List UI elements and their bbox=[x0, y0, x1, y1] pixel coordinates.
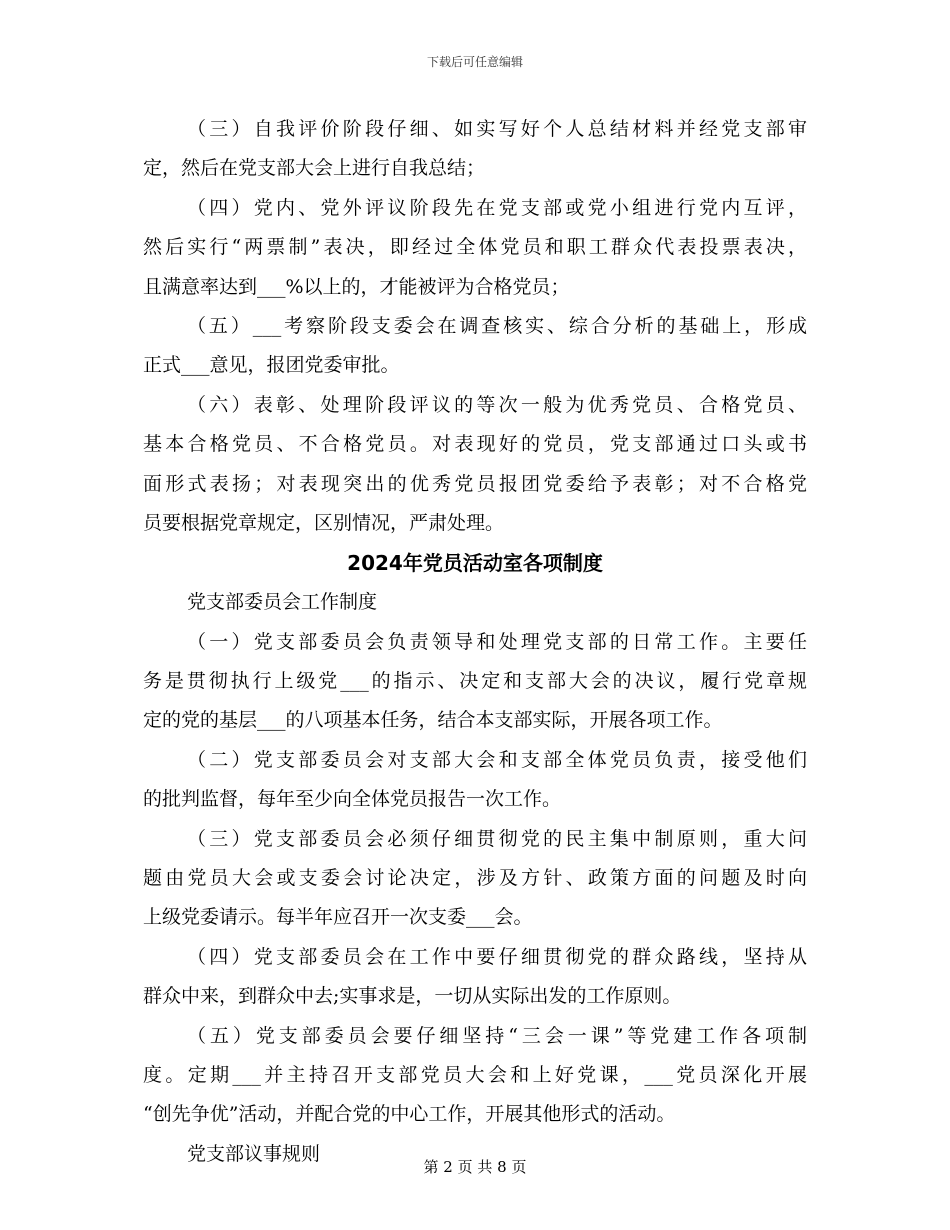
paragraph-line: 然后实行“两票制”表决，即经过全体党员和职工群众代表投票表决， bbox=[143, 236, 807, 259]
paragraph-line: （五）党支部委员会要仔细坚持“三会一课”等党建工作各项制 bbox=[187, 1024, 807, 1047]
paragraph-line: （四）党内、党外评议阶段先在党支部或党小组进行党内互评， bbox=[187, 196, 807, 219]
subsection-heading: 党支部议事规则 bbox=[187, 1142, 321, 1165]
page-number: 第 2 页 共 8 页 bbox=[423, 1158, 527, 1176]
paragraph-line: （一）党支部委员会负责领导和处理党支部的日常工作。主要任 bbox=[187, 630, 807, 653]
paragraph-line: 群众中来，到群众中去;实事求是，一切从实际出发的工作原则。 bbox=[143, 985, 682, 1008]
paragraph-line: 基本合格党员、不合格党员。对表现好的党员，党支部通过口头或书 bbox=[143, 433, 807, 456]
paragraph-line: （五）___考察阶段支委会在调查核实、综合分析的基础上，形成 bbox=[187, 314, 807, 337]
paragraph-line: （二）党支部委员会对支部大会和支部全体党员负责，接受他们 bbox=[187, 748, 807, 771]
paragraph-line: 员要根据党章规定，区别情况，严肃处理。 bbox=[143, 511, 505, 534]
paragraph-line: 正式___意见，报团党委审批。 bbox=[143, 354, 400, 377]
paragraph-line: 上级党委请示。每半年应召开一次支委___会。 bbox=[143, 906, 533, 929]
paragraph-line: 的批判监督，每年至少向全体党员报告一次工作。 bbox=[143, 788, 562, 811]
paragraph-line: 务是贯彻执行上级党___的指示、决定和支部大会的决议，履行党章规 bbox=[143, 670, 807, 693]
paragraph-line: （三）党支部委员会必须仔细贯彻党的民主集中制原则，重大问 bbox=[187, 827, 807, 850]
paragraph-line: 且满意率达到___%以上的，才能被评为合格党员； bbox=[143, 275, 570, 298]
subsection-heading: 党支部委员会工作制度 bbox=[187, 591, 378, 614]
paragraph-line: 定的党的基层___的八项基本任务，结合本支部实际，开展各项工作。 bbox=[143, 709, 723, 732]
paragraph-line: 定，然后在党支部大会上进行自我总结； bbox=[143, 157, 486, 180]
paragraph-line: （六）表彰、处理阶段评议的等次一般为优秀党员、合格党员、 bbox=[187, 393, 807, 416]
paragraph-line: 度。定期___并主持召开支部党员大会和上好党课，___党员深化开展 bbox=[143, 1063, 807, 1086]
section-title: 2024年党员活动室各项制度 bbox=[347, 551, 603, 576]
page-header-note: 下载后可任意编辑 bbox=[426, 55, 523, 69]
paragraph-line: 面形式表扬；对表现突出的优秀党员报团党委给予表彰；对不合格党 bbox=[143, 472, 807, 495]
paragraph-line: （四）党支部委员会在工作中要仔细贯彻党的群众路线，坚持从 bbox=[187, 945, 807, 968]
paragraph-line: “创先争优”活动，并配合党的中心工作，开展其他形式的活动。 bbox=[143, 1103, 676, 1126]
paragraph-line: （三）自我评价阶段仔细、如实写好个人总结材料并经党支部审 bbox=[187, 118, 807, 140]
paragraph-line: 题由党员大会或支委会讨论决定，涉及方针、政策方面的问题及时向 bbox=[143, 867, 807, 890]
document-body bbox=[143, 110, 807, 1174]
